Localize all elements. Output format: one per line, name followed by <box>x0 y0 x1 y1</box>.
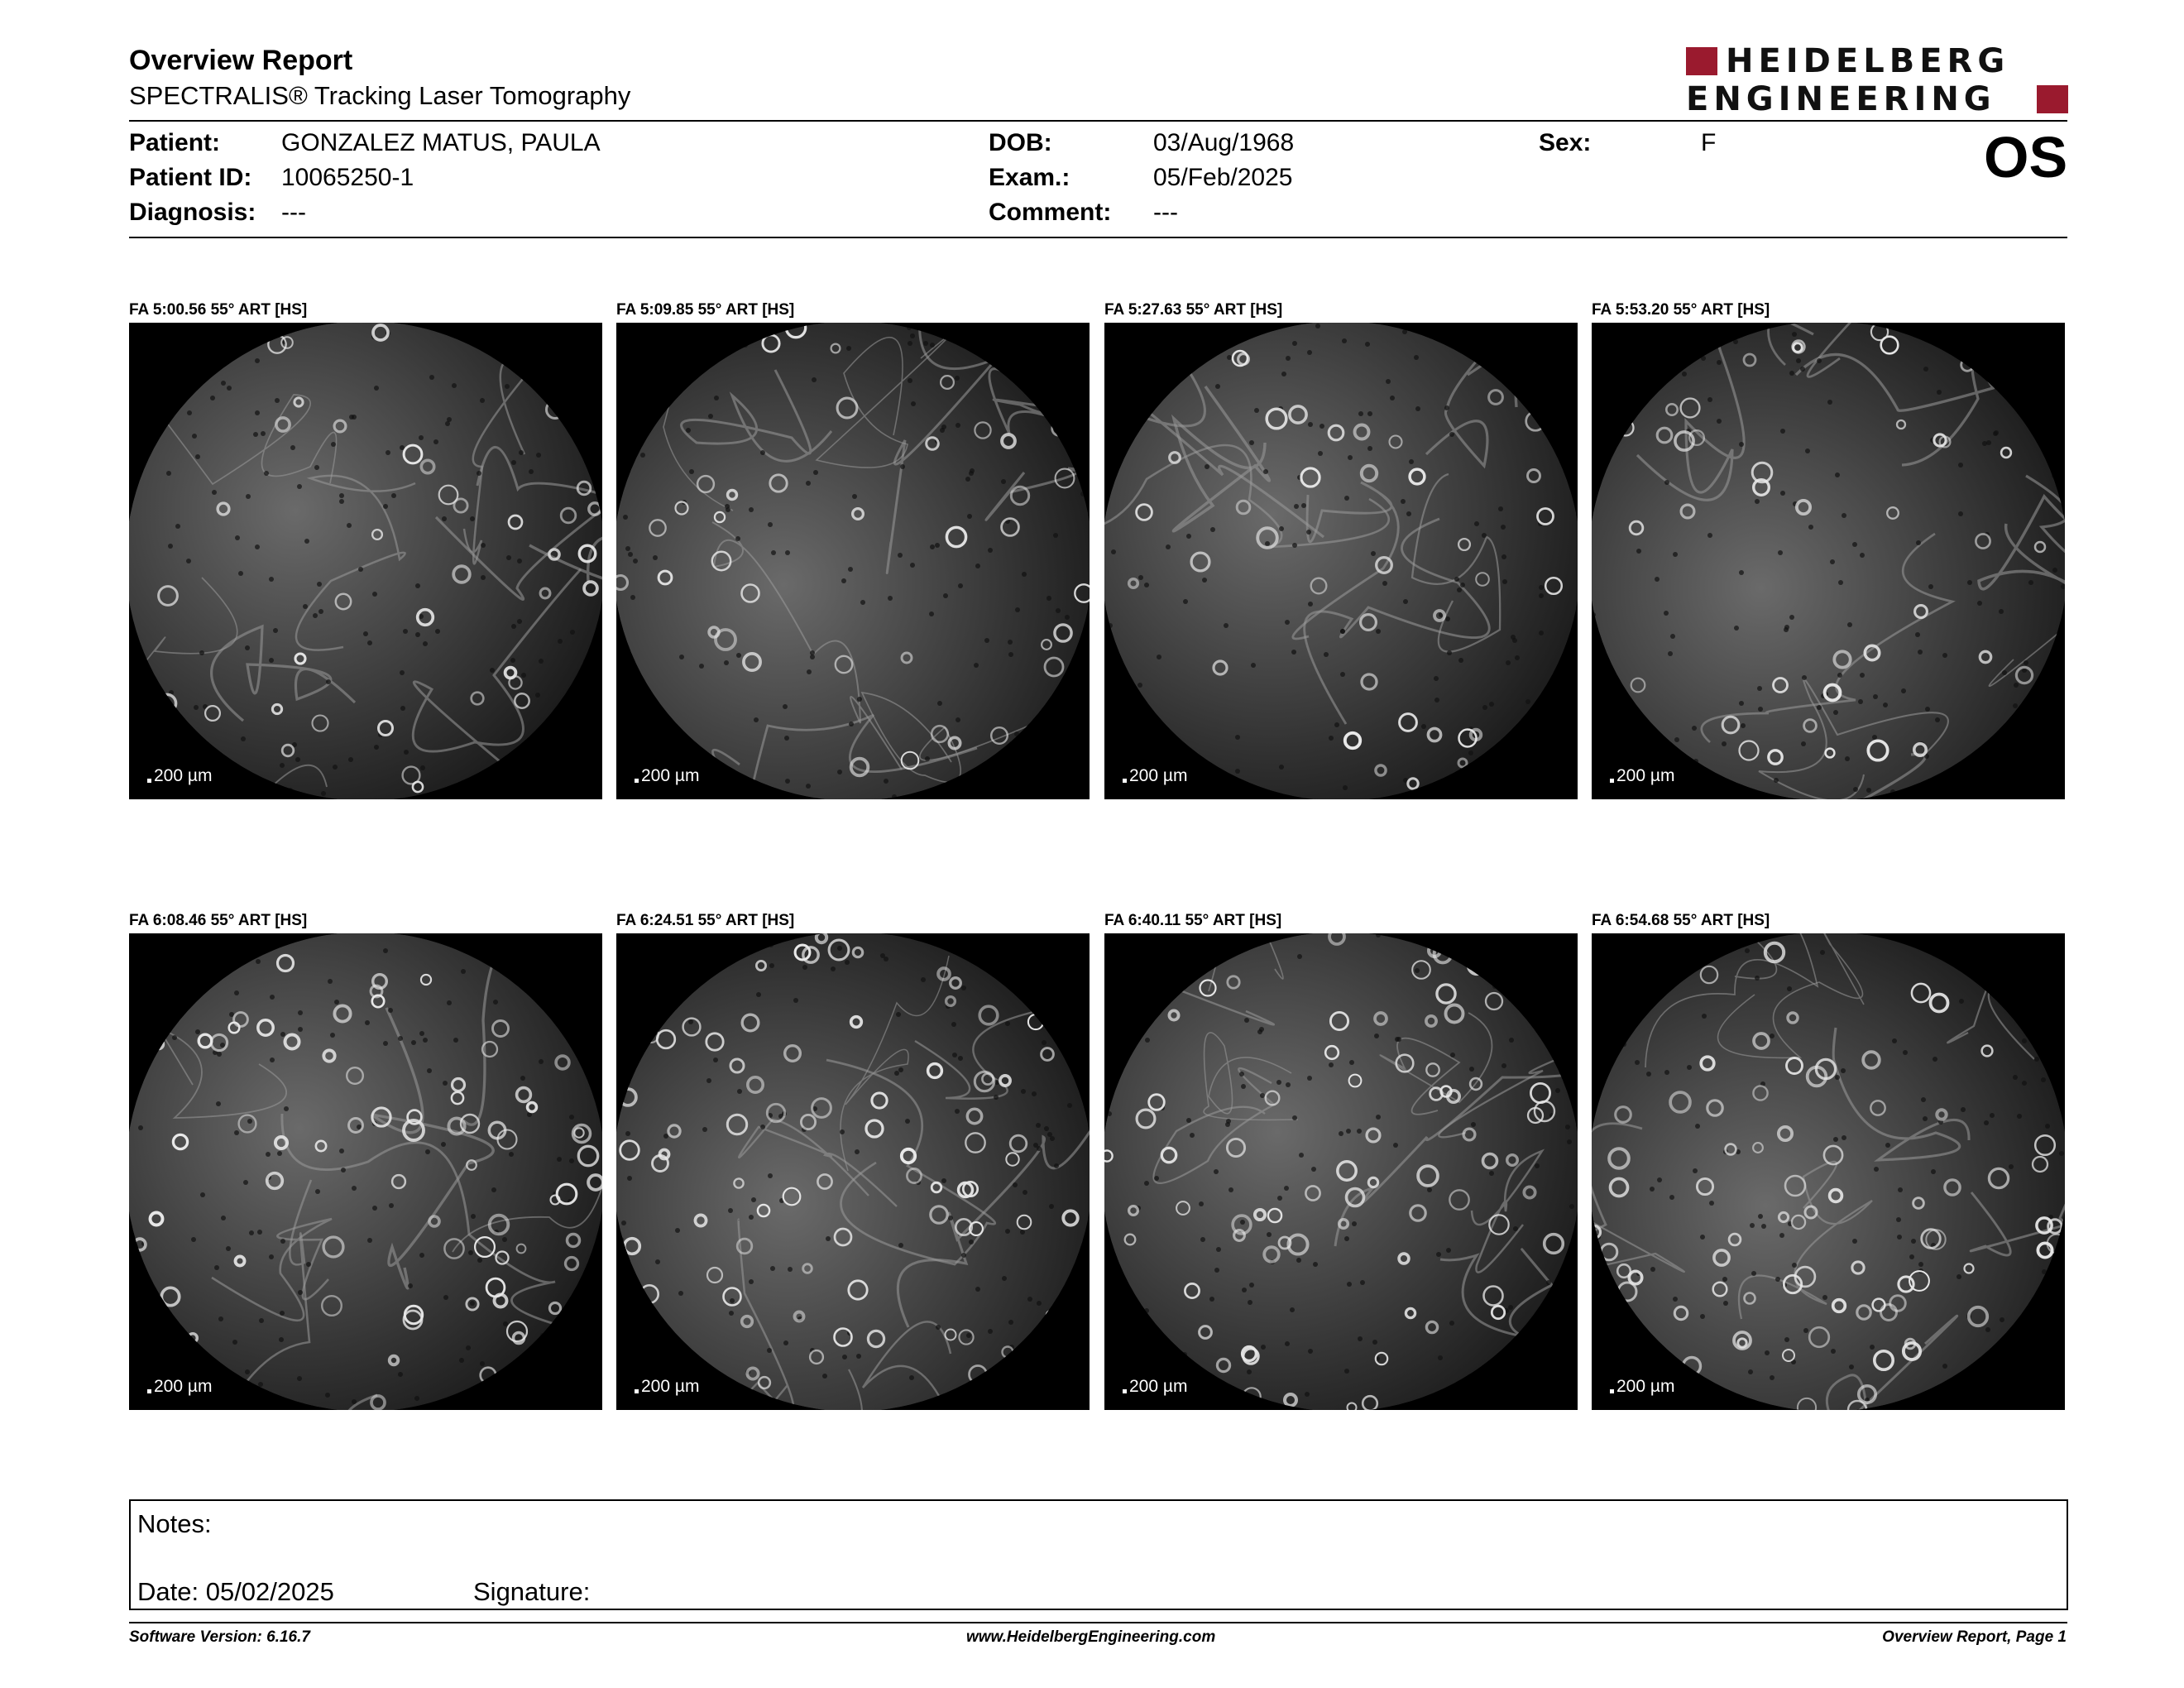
image-caption: FA 6:08.46 55° ART [HS] <box>129 912 308 929</box>
sex-label: Sex: <box>1539 129 1592 156</box>
fundus-angiogram-image[interactable] <box>129 933 602 1410</box>
scale-bar-text: 200 µm <box>1616 766 1675 785</box>
diagnosis-label: Diagnosis: <box>129 199 256 226</box>
footer-divider <box>129 1622 2067 1623</box>
scale-bar-label <box>635 1377 699 1397</box>
scale-bar-text: 200 µm <box>1616 1377 1675 1396</box>
dob-label: DOB: <box>989 129 1052 156</box>
fundus-angiogram-image[interactable] <box>1104 933 1578 1410</box>
eye-laterality: OS <box>1984 125 2068 189</box>
scale-bar-mark <box>1610 779 1614 783</box>
software-version: Software Version: 6.16.7 <box>129 1628 310 1646</box>
scale-bar-mark <box>1123 779 1127 783</box>
image-caption: FA 6:40.11 55° ART [HS] <box>1104 912 1282 929</box>
fundus-angiogram-image[interactable] <box>1592 323 2065 799</box>
image-caption: FA 5:00.56 55° ART [HS] <box>129 301 308 319</box>
exam-value: 05/Feb/2025 <box>1153 164 1293 191</box>
scale-bar-text: 200 µm <box>1129 766 1188 785</box>
notes-label: Notes: <box>137 1509 212 1538</box>
comment-value: --- <box>1153 199 1178 226</box>
image-caption: FA 5:09.85 55° ART [HS] <box>616 301 795 319</box>
scale-bar-label <box>1610 1377 1674 1397</box>
comment-label: Comment: <box>989 199 1112 226</box>
scale-bar-label <box>147 766 212 786</box>
website-link[interactable]: www.HeidelbergEngineering.com <box>966 1628 1216 1646</box>
patient-id: 10065250-1 <box>281 164 414 191</box>
patient-label: Patient: <box>129 129 221 156</box>
notes-box <box>129 1499 2068 1610</box>
scale-bar-mark <box>635 779 639 783</box>
scale-bar-label <box>1610 766 1674 786</box>
header-divider <box>129 120 2067 122</box>
logo-red-block-bottom <box>2037 85 2068 113</box>
scale-bar-label <box>1123 766 1187 786</box>
logo-line-1: HEIDELBERG <box>1726 42 2010 80</box>
scale-bar-label <box>635 766 699 786</box>
diagnosis-value: --- <box>281 199 306 226</box>
fundus-angiogram-image[interactable] <box>616 323 1090 799</box>
scale-bar-label <box>147 1377 212 1397</box>
image-caption: FA 5:27.63 55° ART [HS] <box>1104 301 1283 319</box>
scale-bar-text: 200 µm <box>1129 1377 1188 1396</box>
scale-bar-mark <box>1610 1389 1614 1393</box>
patient-id-label: Patient ID: <box>129 164 252 191</box>
scale-bar-text: 200 µm <box>154 1377 213 1396</box>
report-subtitle: SPECTRALIS® Tracking Laser Tomography <box>129 81 631 110</box>
scale-bar-text: 200 µm <box>154 766 213 785</box>
dob-value: 03/Aug/1968 <box>1153 129 1295 156</box>
fundus-angiogram-image[interactable] <box>616 933 1090 1410</box>
scale-bar-mark <box>147 779 151 783</box>
fundus-angiogram-image[interactable] <box>1592 933 2065 1410</box>
signature-label: Signature: <box>473 1577 591 1606</box>
exam-label: Exam.: <box>989 164 1070 191</box>
date-label: Date: 05/02/2025 <box>137 1577 334 1606</box>
image-caption: FA 6:24.51 55° ART [HS] <box>616 912 795 929</box>
patient-divider <box>129 237 2067 238</box>
scale-bar-text: 200 µm <box>641 1377 700 1396</box>
scale-bar-mark <box>635 1389 639 1393</box>
logo-line-2: ENGINEERING <box>1686 80 1996 118</box>
image-caption: FA 5:53.20 55° ART [HS] <box>1592 301 1770 319</box>
fundus-angiogram-image[interactable] <box>1104 323 1578 799</box>
scale-bar-mark <box>147 1389 151 1393</box>
logo-red-block-top <box>1686 47 1717 75</box>
image-caption: FA 6:54.68 55° ART [HS] <box>1592 912 1770 929</box>
heidelberg-logo <box>1686 42 2068 118</box>
report-title: Overview Report <box>129 45 353 76</box>
sex-value: F <box>1701 129 1717 156</box>
scale-bar-mark <box>1123 1389 1127 1393</box>
patient-name: GONZALEZ MATUS, PAULA <box>281 129 601 156</box>
scale-bar-label <box>1123 1377 1187 1397</box>
scale-bar-text: 200 µm <box>641 766 700 785</box>
page-number: Overview Report, Page 1 <box>1882 1628 2067 1646</box>
fundus-angiogram-image[interactable] <box>129 323 602 799</box>
